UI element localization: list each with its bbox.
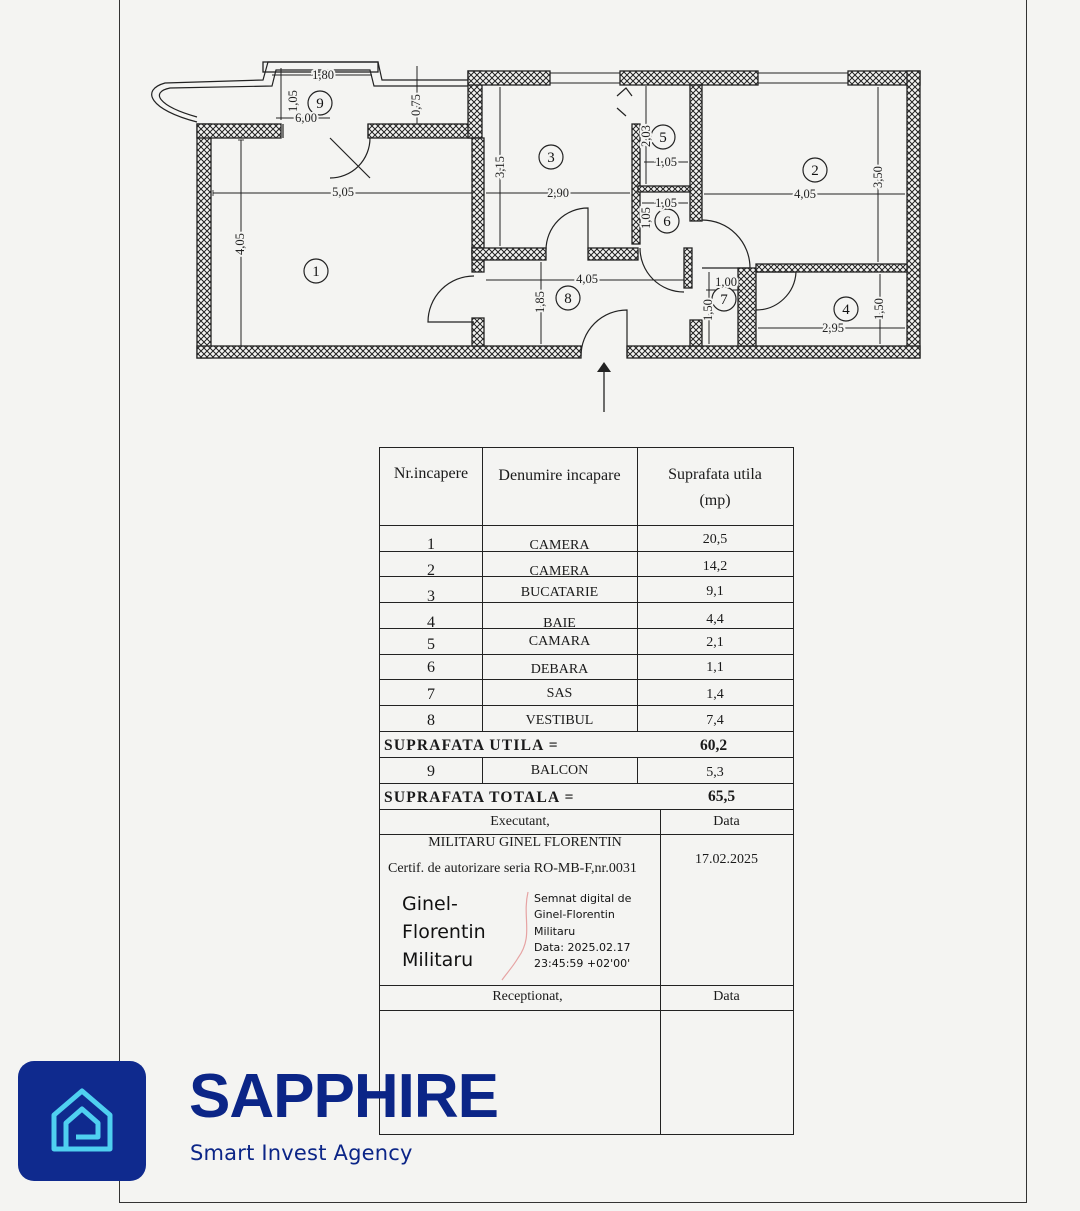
row-area: 4,4 — [706, 612, 724, 627]
row-nr: 9 — [427, 763, 435, 780]
dim-r8-width: 4,05 — [576, 272, 598, 286]
brand-tagline: Smart Invest Agency — [190, 1141, 413, 1165]
row-name: CAMARA — [528, 634, 591, 649]
row-nr: 4 — [427, 614, 435, 631]
brand-logo — [18, 1061, 146, 1181]
dim-r4-width: 2,95 — [822, 321, 844, 335]
row-name: VESTIBUL — [525, 713, 594, 728]
signature-detail-line: 23:45:59 +02'00' — [534, 957, 631, 971]
signature-name-line: Florentin — [402, 921, 486, 943]
row-area: 14,2 — [702, 559, 728, 574]
header-area-line1: Suprafata utila — [668, 466, 762, 483]
row-area: 20,5 — [702, 532, 728, 547]
room-number-8: 8 — [564, 291, 572, 307]
dim-r3-height: 3,15 — [493, 156, 507, 178]
entrance-arrow — [597, 362, 611, 412]
dim-r8-height: 1,85 — [533, 291, 547, 313]
row-area: 9,1 — [706, 584, 724, 599]
signature-detail-line: Ginel-Florentin — [534, 908, 615, 922]
row-area: 5,3 — [706, 765, 724, 780]
header-room-number: Nr.incapere — [393, 465, 469, 482]
dim-r5-height: 2,03 — [639, 125, 653, 147]
date-label-2: Data — [713, 989, 740, 1004]
walls — [197, 62, 920, 358]
row-nr: 3 — [427, 588, 435, 605]
signature-detail-line: Semnat digital de — [534, 892, 632, 905]
dim-r2-height: 3,50 — [871, 166, 885, 188]
row-nr: 8 — [427, 712, 435, 729]
row-nr: 1 — [427, 536, 435, 553]
header-area-line2: (mp) — [699, 492, 731, 509]
row-nr: 2 — [427, 562, 435, 579]
total-area-label: SUPRAFATA TOTALA = — [384, 789, 575, 806]
dim-r1-height: 4,05 — [233, 233, 247, 255]
dim-r2-width: 4,05 — [794, 187, 816, 201]
dim-balcony-width: 1,80 — [312, 68, 334, 82]
total-area-value: 65,5 — [708, 788, 736, 805]
row-name: CAMERA — [529, 564, 590, 579]
signature-name — [402, 890, 486, 974]
row-name: BUCATARIE — [520, 585, 599, 600]
row-nr: 7 — [427, 686, 435, 703]
dim-balcony-total: 6,00 — [295, 111, 317, 125]
dim-r7-height: 1,50 — [701, 299, 715, 321]
row-name: CAMERA — [529, 538, 590, 553]
room-number-5: 5 — [659, 130, 667, 146]
dim-wall-075: 0,75 — [409, 94, 423, 116]
row-name: BALCON — [530, 763, 589, 778]
room-number-6: 6 — [663, 214, 671, 230]
signature-detail-line: Data: 2025.02.17 — [534, 940, 631, 954]
row-area: 1,1 — [706, 660, 724, 675]
dim-r6-width: 1,05 — [655, 196, 677, 210]
dim-balcony-height: 1,05 — [286, 90, 300, 112]
dim-r7-width: 1,00 — [715, 275, 737, 289]
room-number-7: 7 — [720, 292, 728, 308]
certificate-number: Certif. de autorizare seria RO-MB-F,nr.0031 — [388, 861, 637, 876]
executant-name: MILITARU GINEL FLORENTIN — [428, 835, 622, 850]
received-label: Receptionat, — [492, 989, 563, 1004]
row-area: 7,4 — [706, 713, 724, 728]
dim-r4-height: 1,50 — [872, 298, 886, 320]
floor-plan — [0, 0, 1080, 440]
room-number-1: 1 — [312, 264, 320, 280]
row-name: SAS — [546, 686, 573, 701]
row-name: BAIE — [543, 616, 576, 631]
room-number-9: 9 — [316, 96, 324, 112]
row-nr: 6 — [427, 659, 435, 676]
date-label: Data — [713, 814, 740, 829]
dim-r5-width: 1,05 — [655, 155, 677, 169]
row-area: 1,4 — [706, 687, 724, 702]
house-icon — [18, 1061, 146, 1181]
useful-area-label: SUPRAFATA UTILA = — [384, 737, 559, 754]
dim-r1-width: 5,05 — [332, 185, 354, 199]
row-area: 2,1 — [706, 635, 724, 650]
brand-name: SAPPHIRE — [189, 1062, 498, 1131]
executant-label: Executant, — [490, 814, 550, 829]
signature-name-line: Ginel- — [402, 893, 458, 915]
room-number-2: 2 — [811, 163, 819, 179]
row-name: DEBARA — [530, 662, 589, 677]
date-value: 17.02.2025 — [695, 852, 758, 867]
signature-name-line: Militaru — [402, 949, 474, 971]
row-nr: 5 — [427, 636, 435, 653]
dim-r6-height: 1,05 — [639, 207, 653, 229]
area-table — [379, 447, 794, 1135]
header-room-name: Denumire incapare — [498, 467, 621, 484]
digital-signature-details — [534, 891, 631, 972]
room-number-4: 4 — [842, 302, 850, 318]
signature-detail-line: Militaru — [534, 924, 576, 938]
dim-r3-width: 2,90 — [547, 186, 569, 200]
room-number-3: 3 — [547, 150, 555, 166]
useful-area-value: 60,2 — [700, 737, 728, 754]
